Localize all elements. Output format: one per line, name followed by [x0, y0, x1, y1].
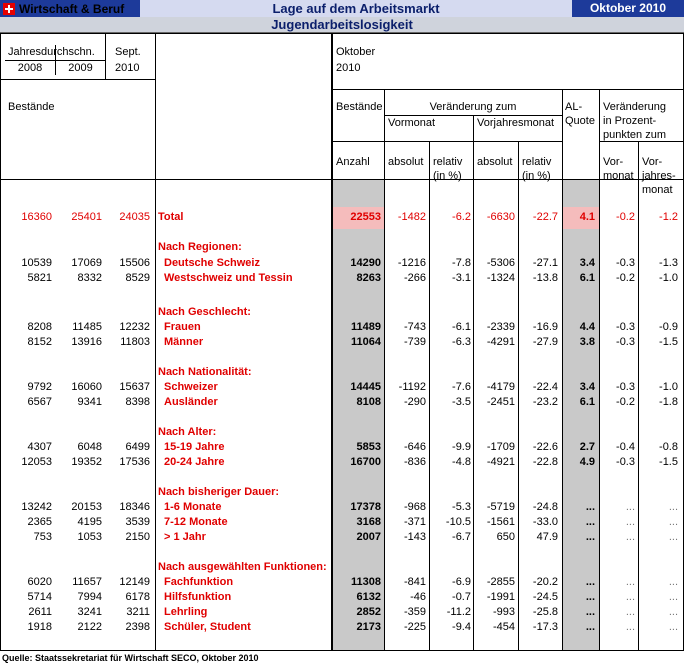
- cell-sept: 3539: [125, 516, 150, 528]
- report-date: Oktober 2010: [589, 1, 667, 15]
- cell-relativ-vorjahr: 47.9: [536, 531, 558, 543]
- cell-pp-vormonat: -0.2: [616, 211, 635, 223]
- cell-sept: 17536: [119, 456, 150, 468]
- cell-pp-vorjahr: -0.9: [659, 321, 678, 333]
- cell-anzahl: 11308: [351, 576, 381, 588]
- cell-sept: 24035: [119, 211, 150, 223]
- cell-2009: 3241: [77, 606, 102, 618]
- cell-2008: 8152: [27, 336, 52, 348]
- cell-2009: 6048: [77, 441, 102, 453]
- cell-anzahl: 8108: [356, 396, 381, 408]
- cell-anzahl: 8263: [356, 272, 381, 284]
- cell-absolut-vorjahr: -1324: [486, 272, 515, 284]
- cell-pp-vorjahr: -1.2: [659, 211, 678, 223]
- cell-pp-vormonat: -0.3: [616, 336, 635, 348]
- row-label: 20-24 Jahre: [164, 456, 225, 468]
- col-head-absolut-1: absolut: [388, 156, 424, 168]
- cell-pp-vormonat: ...: [625, 501, 635, 513]
- col-head-punkten-zum: punkten zum: [603, 129, 666, 141]
- cell-2008: 5821: [27, 272, 52, 284]
- col-head-2008: 2008: [17, 62, 43, 74]
- cell-relativ-vormonat: -3.5: [452, 396, 471, 408]
- cell-relativ-vormonat: -6.3: [452, 336, 471, 348]
- cell-absolut-vorjahr: -6630: [486, 211, 515, 223]
- cell-relativ-vorjahr: -20.2: [532, 576, 558, 588]
- cell-2009: 13916: [71, 336, 102, 348]
- cell-relativ-vorjahr: -25.8: [532, 606, 558, 618]
- row-label: Westschweiz und Tessin: [164, 272, 293, 284]
- section-label: Nach Regionen:: [158, 241, 242, 253]
- cell-2008: 6020: [27, 576, 52, 588]
- cell-al-quote: ...: [585, 501, 595, 513]
- cell-al-quote: 4.4: [579, 321, 595, 333]
- cell-relativ-vormonat: -7.8: [452, 257, 471, 269]
- cell-2009: 20153: [71, 501, 102, 513]
- col-head-relativ-1: relativ: [433, 156, 463, 168]
- cell-al-quote: 4.1: [579, 211, 595, 223]
- col-head-bestaende: Bestände: [336, 101, 383, 113]
- cell-absolut-vorjahr: 650: [496, 531, 515, 543]
- cell-sept: 18346: [119, 501, 150, 513]
- cell-pp-vormonat: -0.3: [616, 381, 635, 393]
- cell-absolut-vorjahr: -454: [492, 621, 515, 633]
- col-head-vor-2: Vor-: [642, 156, 663, 168]
- cell-pp-vormonat: ...: [625, 531, 635, 543]
- row-label: 15-19 Jahre: [164, 441, 225, 453]
- cell-2008: 12053: [21, 456, 52, 468]
- col-head-al: AL-: [565, 101, 583, 113]
- section-label: Nach ausgewählten Funktionen:: [158, 561, 327, 573]
- cell-absolut-vorjahr: -1561: [486, 516, 515, 528]
- cell-2008: 4307: [27, 441, 52, 453]
- cell-2008: 16360: [21, 211, 52, 223]
- cell-pp-vormonat: ...: [625, 621, 635, 633]
- cell-absolut-vormonat: -646: [403, 441, 426, 453]
- cell-anzahl: 16700: [350, 456, 381, 468]
- section-label: Nach Nationalität:: [158, 366, 252, 378]
- cell-relativ-vorjahr: -24.5: [532, 591, 558, 603]
- col-head-absolut-2: absolut: [477, 156, 513, 168]
- cell-sept: 3211: [126, 606, 150, 618]
- cell-sept: 8529: [125, 272, 150, 284]
- cell-pp-vorjahr: -1.3: [659, 257, 678, 269]
- cell-absolut-vormonat: -266: [403, 272, 426, 284]
- cell-relativ-vormonat: -5.3: [452, 501, 471, 513]
- cell-sept: 6499: [125, 441, 150, 453]
- cell-2009: 11657: [72, 576, 102, 588]
- col-head-vormonat: Vormonat: [388, 117, 436, 129]
- cell-sept: 2398: [125, 621, 150, 633]
- row-label: 7-12 Monate: [164, 516, 228, 528]
- cell-relativ-vorjahr: -24.8: [532, 501, 558, 513]
- cell-absolut-vorjahr: -4291: [486, 336, 515, 348]
- cell-2008: 10539: [21, 257, 52, 269]
- cell-al-quote: 6.1: [579, 272, 595, 284]
- cell-pp-vorjahr: -0.8: [659, 441, 678, 453]
- cell-absolut-vorjahr: -4179: [486, 381, 515, 393]
- brand: [0, 0, 140, 17]
- section-label: Nach bisheriger Dauer:: [158, 486, 280, 498]
- cell-absolut-vormonat: -1192: [398, 381, 426, 393]
- cell-absolut-vorjahr: -993: [492, 606, 515, 618]
- cell-pp-vorjahr: ...: [668, 621, 678, 633]
- col-head-sept-year: 2010: [115, 62, 140, 74]
- col-head-vor: Vor-: [603, 156, 624, 168]
- cell-absolut-vormonat: -743: [403, 321, 426, 333]
- cell-2008: 9792: [27, 381, 52, 393]
- cell-pp-vorjahr: ...: [668, 501, 678, 513]
- cell-al-quote: 6.1: [579, 396, 595, 408]
- cell-relativ-vormonat: -6.1: [452, 321, 471, 333]
- brand-label: Wirtschaft & Beruf: [19, 1, 125, 16]
- cell-pp-vormonat: -0.4: [616, 441, 635, 453]
- row-label: Männer: [164, 336, 204, 348]
- cell-relativ-vorjahr: -23.2: [532, 396, 558, 408]
- cell-relativ-vorjahr: -27.1: [532, 257, 558, 269]
- cell-anzahl: 14445: [350, 381, 381, 393]
- row-label: > 1 Jahr: [164, 531, 206, 543]
- cell-absolut-vormonat: -841: [403, 576, 426, 588]
- cell-absolut-vorjahr: -5719: [486, 501, 515, 513]
- cell-2009: 25401: [71, 211, 102, 223]
- cell-2008: 2365: [27, 516, 52, 528]
- col-head-2009: 2009: [68, 62, 93, 74]
- cell-absolut-vormonat: -836: [403, 456, 426, 468]
- cell-al-quote: 3.8: [579, 336, 595, 348]
- cell-pp-vormonat: ...: [625, 591, 635, 603]
- cell-relativ-vorjahr: -16.9: [532, 321, 558, 333]
- cell-relativ-vormonat: -4.8: [452, 456, 471, 468]
- cell-pp-vormonat: ...: [625, 516, 635, 528]
- col-head-vorjahresmonat: Vorjahresmonat: [477, 117, 555, 129]
- cell-pp-vormonat: ...: [625, 606, 635, 618]
- row-label: Fachfunktion: [164, 576, 234, 588]
- cell-relativ-vormonat: -9.9: [452, 441, 471, 453]
- cell-absolut-vorjahr: -4921: [486, 456, 515, 468]
- cell-anzahl: 17378: [350, 501, 381, 513]
- cell-anzahl: 11064: [351, 336, 381, 348]
- cell-relativ-vormonat: -9.4: [452, 621, 471, 633]
- cell-relativ-vorjahr: -22.4: [532, 381, 558, 393]
- cell-relativ-vorjahr: -27.9: [532, 336, 558, 348]
- row-label: Total: [158, 211, 184, 223]
- cell-absolut-vormonat: -739: [403, 336, 426, 348]
- row-head-bestaende: Bestände: [8, 101, 55, 113]
- cell-al-quote: 3.4: [579, 257, 595, 269]
- cell-pp-vormonat: -0.3: [616, 321, 635, 333]
- page-subtitle: Jugendarbeitslosigkeit: [0, 17, 684, 33]
- cell-absolut-vormonat: -225: [403, 621, 426, 633]
- cell-pp-vormonat: ...: [625, 576, 635, 588]
- cell-pp-vorjahr: -1.0: [659, 381, 678, 393]
- col-head-relativ-1-unit: (in %): [433, 170, 462, 182]
- cell-absolut-vormonat: -371: [403, 516, 426, 528]
- cell-absolut-vormonat: -143: [403, 531, 426, 543]
- col-head-relativ-2-unit: (in %): [522, 170, 551, 182]
- section-label: Nach Geschlecht:: [158, 306, 251, 318]
- row-label: 1-6 Monate: [164, 501, 222, 513]
- cell-pp-vorjahr: ...: [668, 606, 678, 618]
- cell-anzahl: 11489: [351, 321, 381, 333]
- cell-sept: 15506: [119, 257, 150, 269]
- cell-anzahl: 3168: [356, 516, 381, 528]
- row-label: Schweizer: [164, 381, 218, 393]
- swiss-flag-icon: [3, 3, 15, 15]
- col-head-oktober: Oktober: [336, 46, 376, 58]
- cell-relativ-vormonat: -6.2: [452, 211, 471, 223]
- cell-2008: 5714: [27, 591, 52, 603]
- cell-relativ-vorjahr: -17.3: [532, 621, 558, 633]
- cell-pp-vormonat: -0.3: [616, 456, 635, 468]
- page-title: Lage auf dem Arbeitsmarkt: [140, 0, 572, 17]
- col-head-in-prozent: in Prozent-: [603, 115, 657, 127]
- cell-anzahl: 2007: [356, 531, 381, 543]
- cell-al-quote: 3.4: [579, 381, 595, 393]
- cell-al-quote: ...: [585, 606, 595, 618]
- cell-2009: 16060: [71, 381, 102, 393]
- table-bottom-line: [0, 650, 684, 651]
- row-label: Lehrling: [164, 606, 208, 618]
- cell-2009: 1053: [77, 531, 102, 543]
- cell-relativ-vorjahr: -22.7: [532, 211, 558, 223]
- cell-2009: 2122: [77, 621, 102, 633]
- cell-absolut-vormonat: -290: [403, 396, 426, 408]
- source-footer: Quelle: Staatssekretariat für Wirtschaft SECO, Oktober 2010: [2, 653, 259, 663]
- col-head-monat: monat: [603, 170, 634, 182]
- cell-sept: 15637: [119, 381, 150, 393]
- cell-pp-vorjahr: -1.5: [659, 456, 678, 468]
- cell-relativ-vormonat: -10.5: [445, 516, 471, 528]
- row-label: Frauen: [164, 321, 201, 333]
- cell-pp-vormonat: -0.2: [616, 272, 635, 284]
- cell-al-quote: ...: [585, 621, 595, 633]
- cell-2009: 9341: [77, 396, 102, 408]
- cell-pp-vorjahr: ...: [668, 591, 678, 603]
- cell-anzahl: 14290: [350, 257, 381, 269]
- row-label: Ausländer: [164, 396, 218, 408]
- cell-2009: 19352: [71, 456, 102, 468]
- cell-al-quote: ...: [585, 591, 595, 603]
- cell-2008: 8208: [27, 321, 52, 333]
- cell-pp-vorjahr: -1.0: [659, 272, 678, 284]
- cell-sept: 12232: [119, 321, 150, 333]
- cell-2009: 8332: [77, 272, 102, 284]
- section-label: Nach Alter:: [158, 426, 217, 438]
- row-label: Hilfsfunktion: [164, 591, 232, 603]
- cell-relativ-vormonat: -6.9: [452, 576, 471, 588]
- cell-absolut-vorjahr: -1709: [486, 441, 515, 453]
- cell-al-quote: 4.9: [579, 456, 595, 468]
- cell-relativ-vormonat: -0.7: [452, 591, 471, 603]
- cell-pp-vormonat: -0.2: [616, 396, 635, 408]
- cell-anzahl: 6132: [356, 591, 381, 603]
- cell-relativ-vorjahr: -22.8: [532, 456, 558, 468]
- col-head-veraenderung: Veränderung zum: [429, 101, 517, 113]
- cell-relativ-vormonat: -3.1: [452, 272, 471, 284]
- cell-relativ-vorjahr: -13.8: [532, 272, 558, 284]
- cell-pp-vorjahr: -1.5: [659, 336, 678, 348]
- cell-2008: 2611: [28, 606, 52, 618]
- cell-2008: 1918: [27, 621, 52, 633]
- cell-relativ-vormonat: -7.6: [452, 381, 471, 393]
- cell-al-quote: ...: [585, 531, 595, 543]
- cell-absolut-vorjahr: -2451: [486, 396, 515, 408]
- cell-pp-vorjahr: -1.8: [659, 396, 678, 408]
- cell-2008: 6567: [27, 396, 52, 408]
- col-head-sept: Sept.: [115, 46, 141, 58]
- cell-absolut-vormonat: -1216: [397, 257, 426, 269]
- cell-relativ-vorjahr: -33.0: [532, 516, 558, 528]
- col-head-quote: Quote: [565, 115, 595, 127]
- cell-anzahl: 5853: [356, 441, 381, 453]
- cell-pp-vorjahr: ...: [668, 531, 678, 543]
- cell-pp-vorjahr: ...: [668, 516, 678, 528]
- cell-sept: 8398: [125, 396, 150, 408]
- col-head-jahresdurchschnitt: Jahresdurchschn.: [8, 46, 95, 58]
- cell-absolut-vormonat: -968: [403, 501, 426, 513]
- cell-2009: 11485: [72, 321, 102, 333]
- cell-absolut-vorjahr: -5306: [486, 257, 515, 269]
- cell-sept: 2150: [125, 531, 150, 543]
- cell-relativ-vorjahr: -22.6: [532, 441, 558, 453]
- cell-relativ-vormonat: -6.7: [452, 531, 471, 543]
- cell-absolut-vorjahr: -2855: [486, 576, 515, 588]
- cell-absolut-vormonat: -1482: [397, 211, 426, 223]
- row-label: Schüler, Student: [164, 621, 251, 633]
- header-bottom-line: [0, 179, 684, 180]
- cell-pp-vormonat: -0.3: [616, 257, 635, 269]
- cell-2009: 4195: [77, 516, 102, 528]
- cell-absolut-vormonat: -46: [410, 591, 426, 603]
- cell-relativ-vormonat: -11.2: [446, 606, 471, 618]
- cell-sept: 6178: [125, 591, 150, 603]
- cell-sept: 11803: [120, 336, 150, 348]
- cell-2009: 7994: [77, 591, 102, 603]
- cell-al-quote: ...: [585, 516, 595, 528]
- cell-2008: 13242: [21, 501, 52, 513]
- cell-al-quote: ...: [585, 576, 595, 588]
- cell-sept: 12149: [119, 576, 150, 588]
- col-head-veraenderung-pp: Veränderung: [603, 101, 666, 113]
- cell-2009: 17069: [71, 257, 102, 269]
- cell-absolut-vorjahr: -1991: [486, 591, 515, 603]
- col-head-relativ-2: relativ: [522, 156, 552, 168]
- col-head-oktober-year: 2010: [336, 62, 361, 74]
- col-head-jahres: jahres-: [642, 170, 676, 182]
- cell-anzahl: 2173: [356, 621, 381, 633]
- cell-anzahl: 22553: [350, 211, 381, 223]
- col-head-anzahl: Anzahl: [336, 156, 370, 168]
- cell-2008: 753: [33, 531, 52, 543]
- col-head-monat-2: monat: [642, 184, 673, 196]
- row-label: Deutsche Schweiz: [164, 257, 260, 269]
- cell-al-quote: 2.7: [579, 441, 595, 453]
- cell-anzahl: 2852: [356, 606, 381, 618]
- cell-pp-vorjahr: ...: [668, 576, 678, 588]
- cell-absolut-vormonat: -359: [403, 606, 426, 618]
- cell-absolut-vorjahr: -2339: [486, 321, 515, 333]
